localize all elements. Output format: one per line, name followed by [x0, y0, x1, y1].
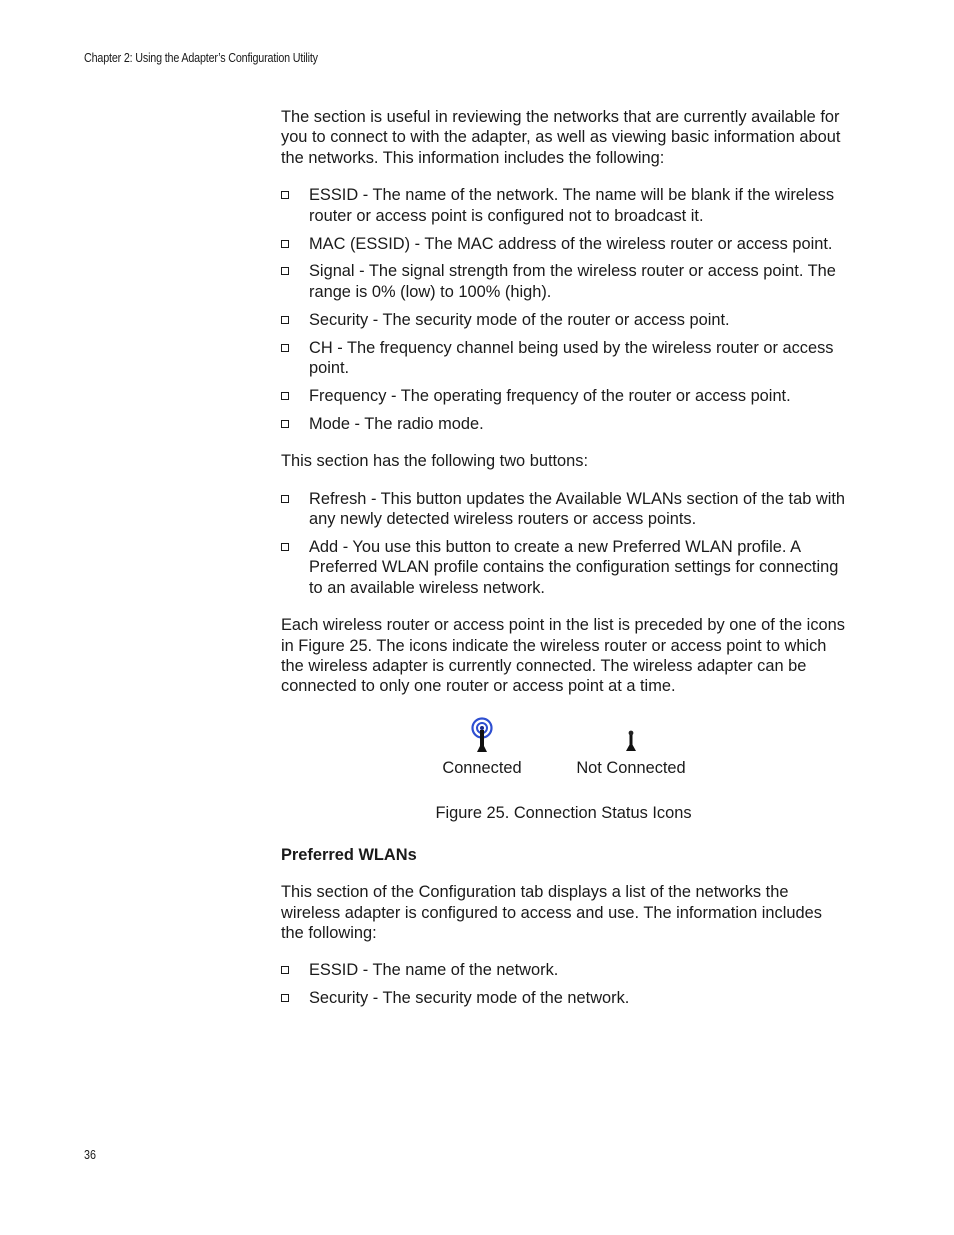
buttons-intro: This section has the following two buttons:	[281, 452, 589, 471]
list-item-text: Security - The security mode of the router or access point.	[309, 310, 730, 329]
list-item	[281, 185, 846, 226]
section-heading-preferred-wlans: Preferred WLANs	[281, 845, 417, 864]
checkbox-bullet-icon	[281, 392, 289, 400]
list-item-text: ESSID - The name of the network.	[309, 961, 559, 980]
checkbox-bullet-icon	[281, 994, 289, 1002]
figure-item-connected	[421, 714, 543, 778]
body-column	[281, 107, 846, 1026]
checkbox-bullet-icon	[281, 191, 289, 199]
list-item-text: Add - You use this button to create a new Preferred WLAN profile. A Preferred WLAN profile contains the configuration settings for connecting to an available wireless network.	[309, 538, 839, 597]
intro-paragraph: The section is useful in reviewing the networks that are currently available for you to connect to with the adapter, as well as viewing basic information about the networks. This information includes the following:	[281, 108, 841, 167]
figure-item-not-connected	[561, 714, 701, 778]
connected-label: Connected	[442, 758, 522, 777]
list-item	[281, 338, 846, 379]
checkbox-bullet-icon	[281, 420, 289, 428]
preferred-paragraph: This section of the Configuration tab displays a list of the networks the wireless adapter is configured to access and use. The information includes the following:	[281, 883, 822, 943]
list-item	[281, 261, 846, 302]
figure-connection-status-icons	[281, 714, 846, 824]
list-item-text: MAC (ESSID) - The MAC address of the wireless router or access point.	[309, 234, 833, 253]
list-item-text: Mode - The radio mode.	[309, 414, 484, 433]
checkbox-bullet-icon	[281, 316, 289, 324]
page-number: 36	[84, 1148, 96, 1162]
list-item-text: Security - The security mode of the network.	[309, 989, 630, 1008]
list-item	[281, 386, 846, 406]
checkbox-bullet-icon	[281, 966, 289, 974]
list-item	[281, 310, 846, 330]
list-item	[281, 537, 846, 598]
list-item-text: Signal - The signal strength from the wireless router or access point. The range is 0% (low) to 100% (high).	[309, 262, 836, 301]
antenna-connected-icon	[468, 716, 496, 756]
icons-paragraph: Each wireless router or access point in the list is preceded by one of the icons in Figure 25. The icons indicate the wireless router or access point to which the wireless adapter is currently connected. The wireless adapter can be connected to only one router or access point at a time.	[281, 616, 845, 696]
list-item-text: ESSID - The name of the network. The name will be blank if the wireless router or access point is configured not to broadcast it.	[309, 186, 835, 225]
checkbox-bullet-icon	[281, 543, 289, 551]
not-connected-label: Not Connected	[576, 758, 686, 777]
checkbox-bullet-icon	[281, 267, 289, 275]
checkbox-bullet-icon	[281, 344, 289, 352]
list-item	[281, 489, 846, 530]
list-item	[281, 414, 846, 434]
available-wlans-list	[281, 185, 846, 434]
list-item	[281, 960, 846, 980]
checkbox-bullet-icon	[281, 495, 289, 503]
list-item	[281, 234, 846, 254]
buttons-list	[281, 489, 846, 599]
antenna-not-connected-icon	[621, 716, 641, 756]
list-item-text: Refresh - This button updates the Available WLANs section of the tab with any newly detected wireless routers or access points.	[309, 489, 846, 529]
list-item-text: CH - The frequency channel being used by the wireless router or access point.	[309, 338, 834, 378]
list-item	[281, 988, 846, 1008]
running-head: Chapter 2: Using the Adapter’s Configuration Utility	[84, 51, 318, 65]
list-item-text: Frequency - The operating frequency of the router or access point.	[309, 386, 791, 405]
figure-caption: Figure 25. Connection Status Icons	[435, 803, 692, 822]
preferred-wlans-list	[281, 960, 846, 1008]
checkbox-bullet-icon	[281, 240, 289, 248]
